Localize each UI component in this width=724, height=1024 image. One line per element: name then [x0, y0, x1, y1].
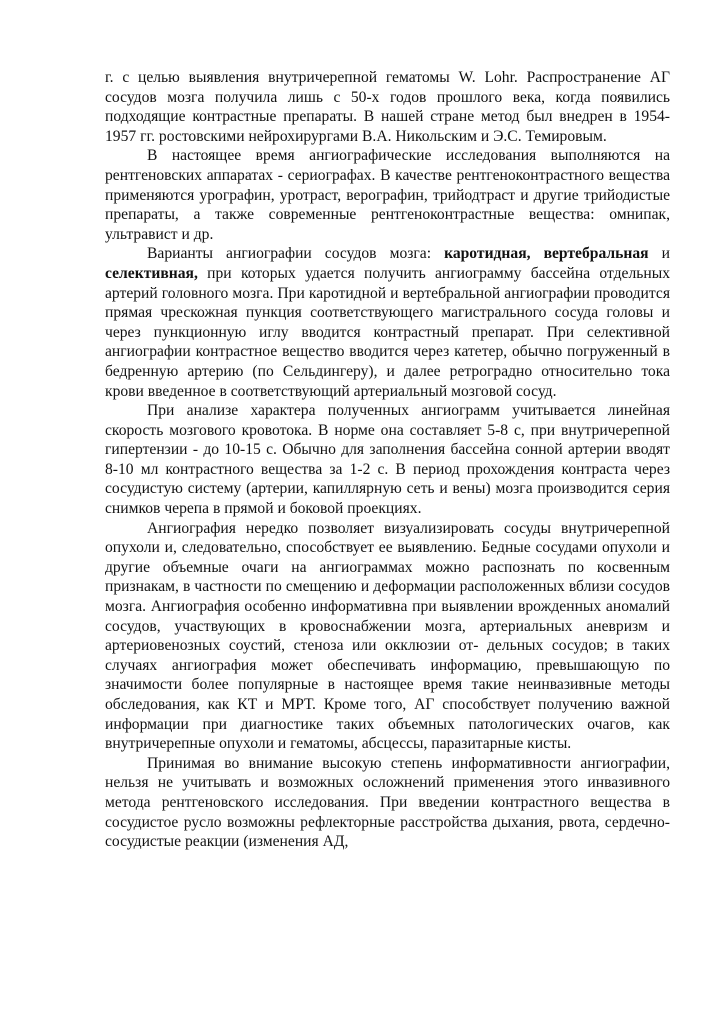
paragraph-5	[105, 519, 670, 754]
paragraph-3-bold-b: селективная,	[105, 264, 198, 282]
paragraph-3	[105, 244, 670, 401]
paragraph-6-text: Принимая во внимание высокую степень информативности ангиографии, нельзя не учитывать и возможных осложнений применения этого инвазивного метода рентгеновского исследования. При введении контрастного вещества в сосудистое русло возможны рефлекторные расстройства дыхания, рвота, сердечно-сосудистые реакции (изменения АД,	[105, 754, 670, 851]
paragraph-3-text-c: при которых удается получить ангиограмму бассейна отдельных артерий головного мозга. При каротидной и вертебральной ангиографии проводится прямая чрескожная пункция соответствующего магистрального сосуда головы и через пункционную иглу вводится контрастный препарат. При селективной ангиографии контрастное вещество вводится через катетер, обычно погруженный в бедренную артерию (по Сельдингеру), и далее ретроградно относительно тока крови введенное в соответствующий артериальный мозговой сосуд.	[105, 264, 670, 400]
paragraph-4	[105, 401, 670, 519]
paragraph-6	[105, 754, 670, 852]
paragraph-4-text: При анализе характера полученных ангиограмм учитывается линейная скорость мозгового кровотока. В норме она составляет 5-8 с, при внутричерепной гипертензии - до 10-15 с. Обычно для заполнения бассейна сонной артерии вводят 8-10 мл контрастного вещества за 1-2 с. В период прохождения контраста через сосудистую систему (артерии, капиллярную сеть и вены) мозга производится серия снимков черепа в прямой и боковой проекциях.	[105, 402, 670, 518]
paragraph-5-text: Ангиография нередко позволяет визуализировать сосуды внутричерепной опухоли и, следовательно, способствует ее выявлению. Бедные сосудами опухоли и другие объемные очаги на ангиограммах можно распознать по косвенным признакам, в частности по смещению и деформации расположенных вблизи сосудов мозга. Ангиография особенно информативна при выявлении врожденных аномалий сосудов, участвующих в кровоснабжении мозга, артериальных аневризм и артериовенозных соустий, стеноза или окклюзии от- дельных сосудов; в таких случаях ангиография может обеспечивать информацию, превышающую по значимости более популярные в настоящее время такие неинвазивные методы обследования, как КТ и МРТ. Кроме того, АГ способствует получению важной информации при диагностике таких объемных патологических очагов, как внутричерепные опухоли и гематомы, абсцессы, паразитарные кисты.	[105, 519, 670, 753]
paragraph-3-text-a: Варианты ангиографии сосудов мозга:	[147, 245, 445, 263]
paragraph-1	[105, 68, 670, 146]
paragraph-2-text: В настоящее время ангиографические исследования выполняются на рентгеновских аппаратах - сериографах. В качестве рентгеноконтрастного вещества применяются урографин, уротраст, верографин, трийодтраст и другие трийодистые препараты, а также современные рентгеноконтрастные вещества: омнипак, ультравист и др.	[105, 147, 670, 243]
document-page	[105, 68, 670, 852]
paragraph-3-bold-a: каротидная, вертебральная	[444, 245, 649, 263]
paragraph-2	[105, 146, 670, 244]
paragraph-1-text: г. с целью выявления внутричерепной гематомы W. Lohr. Распространение АГ сосудов мозга получила лишь с 50-х годов прошлого века, когда появились подходящие контрастные препараты. В нашей стране метод был внедрен в 1954-1957 гг. ростовскими нейрохирургами В.А. Никольским и Э.С. Темировым.	[105, 69, 670, 145]
paragraph-3-text-b: и	[648, 245, 670, 263]
